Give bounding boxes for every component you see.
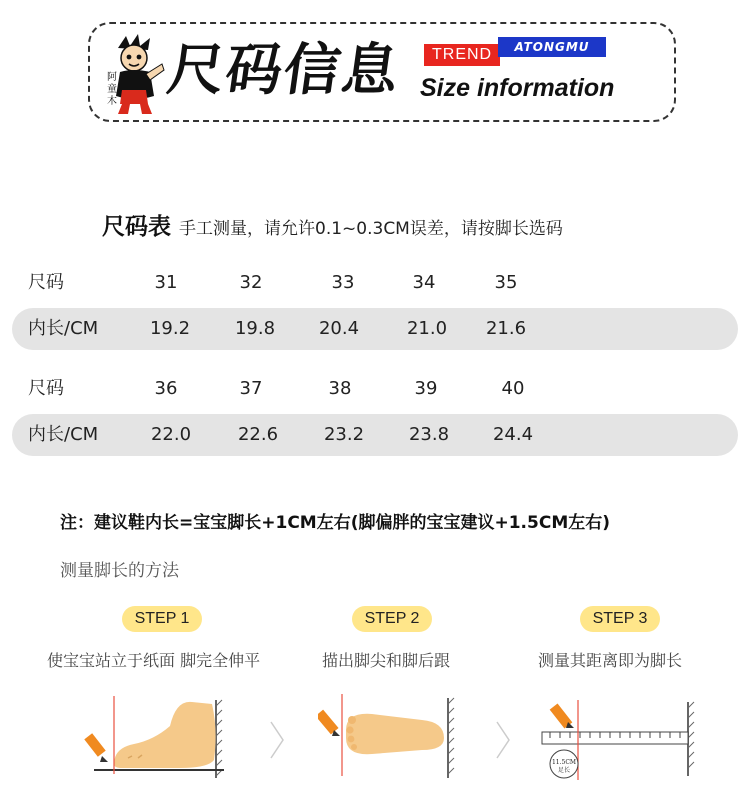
length-cell: 22.6: [237, 424, 279, 445]
row-label: 尺码: [28, 272, 64, 293]
ruler-measure-label: 11.5CM: [551, 759, 577, 766]
step-3-badge: STEP 3: [580, 606, 660, 632]
length-cell: 22.0: [150, 424, 192, 445]
size-cell: 36: [154, 378, 178, 399]
size-row: [12, 262, 738, 304]
length-row: [12, 414, 738, 456]
step-2-badge: STEP 2: [352, 606, 432, 632]
chevron-right-icon: [268, 720, 286, 760]
size-table-note: 手工测量，请允许0.1~0.3CM误差，请按脚长选码: [179, 219, 563, 239]
length-cell: 23.2: [323, 424, 365, 445]
size-row: [12, 368, 738, 410]
size-cell: 39: [414, 378, 438, 399]
mascot-label-3: 木: [107, 96, 117, 107]
chevron-right-icon: [494, 720, 512, 760]
length-cell: 19.2: [149, 318, 191, 339]
measure-method-title: 测量脚长的方法: [60, 561, 179, 581]
row-label: 尺码: [28, 378, 64, 399]
size-cell: 33: [331, 272, 355, 293]
size-cell: 37: [239, 378, 263, 399]
mascot-logo-icon: [100, 34, 168, 114]
length-cell: 19.8: [234, 318, 276, 339]
mascot-label-1: 阿: [107, 72, 117, 83]
size-cell: 32: [239, 272, 263, 293]
ruler-measure-sublabel: 足长: [557, 767, 571, 774]
foot-side-view-icon: [84, 690, 244, 780]
size-table-title: 尺码表: [102, 214, 171, 240]
length-cell: 23.8: [408, 424, 450, 445]
step-2-desc: 描出脚尖和脚后跟: [322, 651, 451, 670]
size-cell: 38: [328, 378, 352, 399]
length-cell: 24.4: [492, 424, 534, 445]
fit-advice-note: 注：建议鞋内长=宝宝脚长+1CM左右(脚偏胖的宝宝建议+1.5CM左右): [60, 513, 611, 533]
trend-tag: TREND: [424, 44, 500, 66]
size-table-heading: [102, 208, 563, 241]
step-1-badge: STEP 1: [122, 606, 202, 632]
page-subtitle: Size information: [420, 74, 615, 102]
row-label: 内长/CM: [28, 424, 99, 445]
length-cell: 20.4: [318, 318, 360, 339]
row-label: 内长/CM: [28, 318, 99, 339]
page-title: 尺码信息: [163, 38, 405, 103]
size-cell: 35: [494, 272, 518, 293]
length-cell: 21.0: [406, 318, 448, 339]
mascot-label-2: 童: [107, 84, 117, 95]
step-3-desc: 测量其距离即为脚长: [538, 651, 683, 670]
length-cell: 21.6: [485, 318, 527, 339]
length-row: [12, 308, 738, 350]
size-cell: 34: [412, 272, 436, 293]
brand-tag: ATONGMU: [498, 37, 606, 57]
size-cell: 31: [154, 272, 178, 293]
ruler-measure-icon: [536, 690, 696, 780]
size-cell: 40: [501, 378, 525, 399]
foot-tracing-icon: [318, 690, 468, 780]
step-1-desc: 使宝宝站立于纸面 脚完全伸平: [47, 651, 261, 670]
